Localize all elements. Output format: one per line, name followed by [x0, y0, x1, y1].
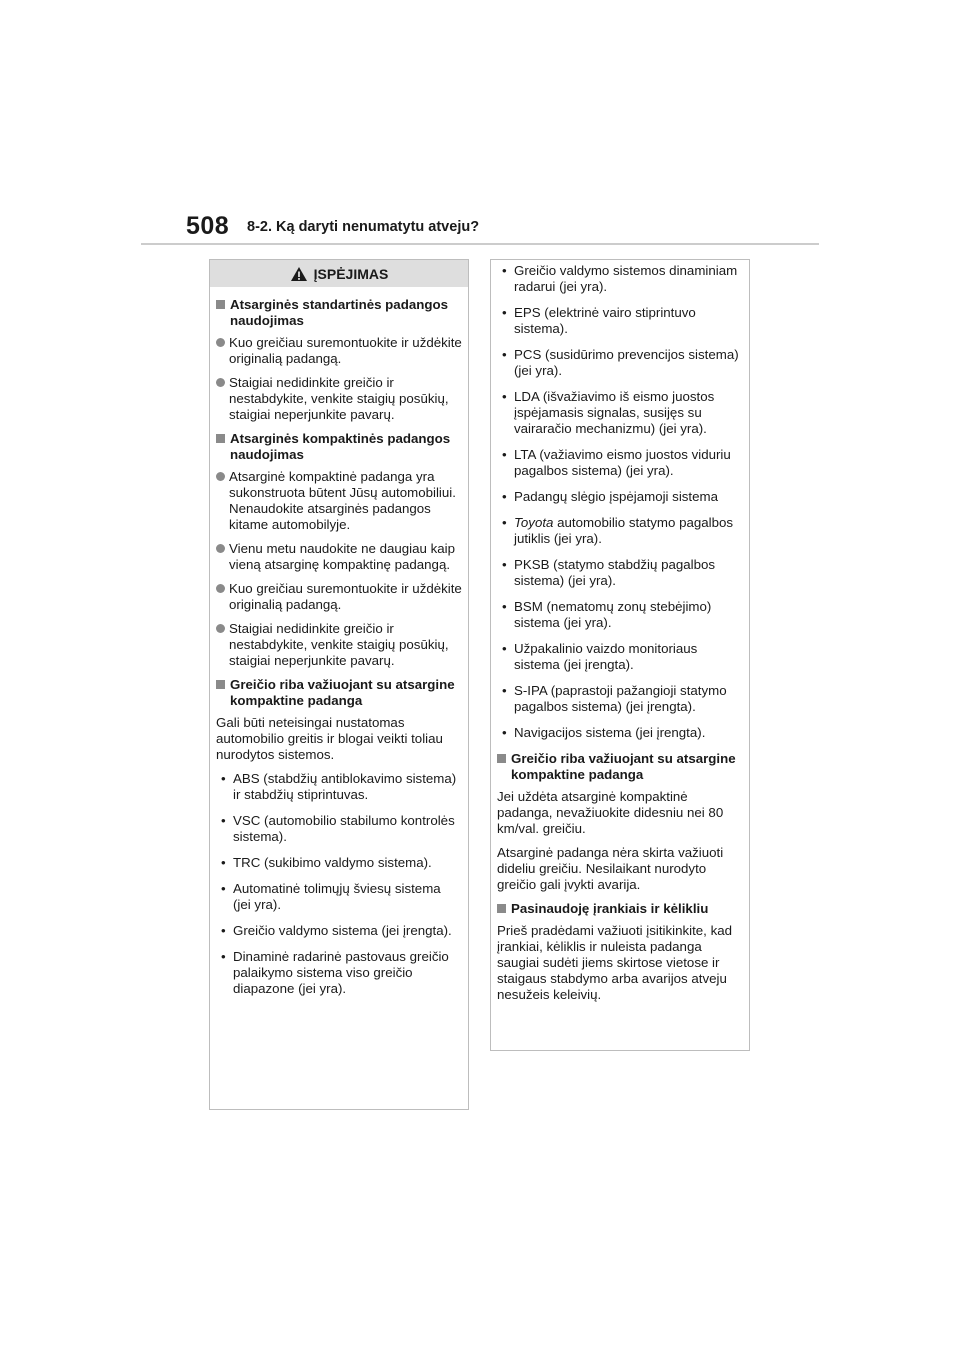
round-bullet-icon	[216, 378, 225, 387]
warning-header	[210, 260, 468, 287]
subheading: Pasinaudoję įrankiais ir kėlikliu	[497, 901, 743, 917]
paragraph: Jei uždėta atsarginė kompaktinė padanga, nevažiuokite didesniu nei 80 km/val. greičiu.	[497, 789, 724, 836]
round-bullet-icon	[216, 338, 225, 347]
list-item: • Automatinė tolimųjų šviesų sistema (jei yra).	[221, 881, 441, 912]
warning-box-right	[490, 259, 750, 1051]
list-item: • VSC (automobilio stabilumo kontrolės sistema).	[221, 813, 455, 844]
list-item: Vienu metu naudokite ne daugiau kaip vieną atsarginę kompaktinę padangą.	[216, 541, 462, 573]
square-bullet-icon	[216, 680, 225, 689]
warning-title: ĮSPĖJIMAS	[313, 265, 389, 282]
list-item: • Greičio valdymo sistemos dinaminiam radarui (jei yra).	[502, 263, 738, 294]
subheading: Atsarginės kompaktinės padangos naudojimas	[216, 431, 462, 463]
list-item: Atsarginė kompaktinė padanga yra sukonstruota būtent Jūsų automobiliui. Nenaudokite atsarginės padangos kitame automobilyje.	[216, 469, 462, 533]
list-item: Staigiai nedidinkite greičio ir nestabdykite, venkite staigių posūkių, staigiai neperjunkite pavarų.	[216, 621, 462, 669]
page-number: 508	[186, 212, 230, 240]
section-title: 8-2. Ką daryti nenumatytu atveju?	[247, 219, 480, 235]
round-bullet-icon	[216, 584, 225, 593]
warning-box-left	[209, 259, 469, 1110]
list-item: • Padangų slėgio įspėjamoji sistema	[502, 489, 718, 504]
round-bullet-icon	[216, 624, 225, 633]
square-bullet-icon	[497, 904, 506, 913]
list-item: • LDA (išvažiavimo iš eismo juostos įspėjamasis signalas, susijęs su vairaračio mechanizmu) (jei yra).	[502, 389, 715, 436]
brand-name: Toyota	[514, 515, 554, 530]
list-item: • ABS (stabdžių antiblokavimo sistema) ir stabdžių stiprintuvas.	[221, 771, 457, 802]
list-item: • S-IPA (paprastoji pažangioji statymo pagalbos sistema) (jei įrengta).	[502, 683, 727, 714]
square-bullet-icon	[216, 434, 225, 443]
subheading: Atsarginės standartinės padangos naudojimas	[216, 297, 462, 329]
list-item: • Toyota automobilio statymo pagalbos jutiklis (jei yra).	[502, 515, 734, 546]
list-item: • EPS (elektrinė vairo stiprintuvo sistema).	[502, 305, 696, 336]
paragraph: Gali būti neteisingai nustatomas automobilio greitis ir blogai veikti toliau nurodytos sistemos.	[216, 715, 443, 762]
list-item: • Navigacijos sistema (jei įrengta).	[502, 725, 706, 740]
list-item: Kuo greičiau suremontuokite ir uždėkite originalią padangą.	[216, 581, 462, 613]
list-item: • PCS (susidūrimo prevencijos sistema) (jei yra).	[502, 347, 739, 378]
round-bullet-icon	[216, 472, 225, 481]
list-item: • Užpakalinio vaizdo monitoriaus sistema (jei įrengta).	[502, 641, 698, 672]
header-divider	[141, 243, 819, 245]
list-item: • TRC (sukibimo valdymo sistema).	[221, 855, 432, 870]
list-item: • PKSB (statymo stabdžių pagalbos sistema) (jei yra).	[502, 557, 716, 588]
subheading: Greičio riba važiuojant su atsargine kompaktine padanga	[216, 677, 462, 709]
round-bullet-icon	[216, 544, 225, 553]
list-item: Staigiai nedidinkite greičio ir nestabdykite, venkite staigių posūkių, staigiai neperjunkite pavarų.	[216, 375, 462, 423]
square-bullet-icon	[216, 300, 225, 309]
list-item: • BSM (nematomų zonų stebėjimo) sistema (jei yra).	[502, 599, 712, 630]
list-item: • LTA (važiavimo eismo juostos viduriu pagalbos sistema) (jei yra).	[502, 447, 731, 478]
subheading: Greičio riba važiuojant su atsargine kompaktine padanga	[497, 751, 743, 783]
square-bullet-icon	[497, 754, 506, 763]
paragraph: Atsarginė padanga nėra skirta važiuoti dideliu greičiu. Nesilaikant nurodyto greičio gali įvykti avarija.	[497, 845, 724, 892]
warning-triangle-icon	[290, 266, 308, 282]
list-item: Kuo greičiau suremontuokite ir uždėkite originalią padangą.	[216, 335, 462, 367]
paragraph: Prieš pradėdami važiuoti įsitikinkite, kad įrankiai, kėliklis ir nuleista padanga saugiai sudėti jiems skirtose vietose ir staigaus stabdymo arba avarijos atveju nesužeis keleivių.	[497, 923, 733, 1002]
list-item: • Dinaminė radarinė pastovaus greičio palaikymo sistema viso greičio diapazone (jei yra).	[221, 949, 449, 996]
list-item: • Greičio valdymo sistema (jei įrengta).	[221, 923, 452, 938]
